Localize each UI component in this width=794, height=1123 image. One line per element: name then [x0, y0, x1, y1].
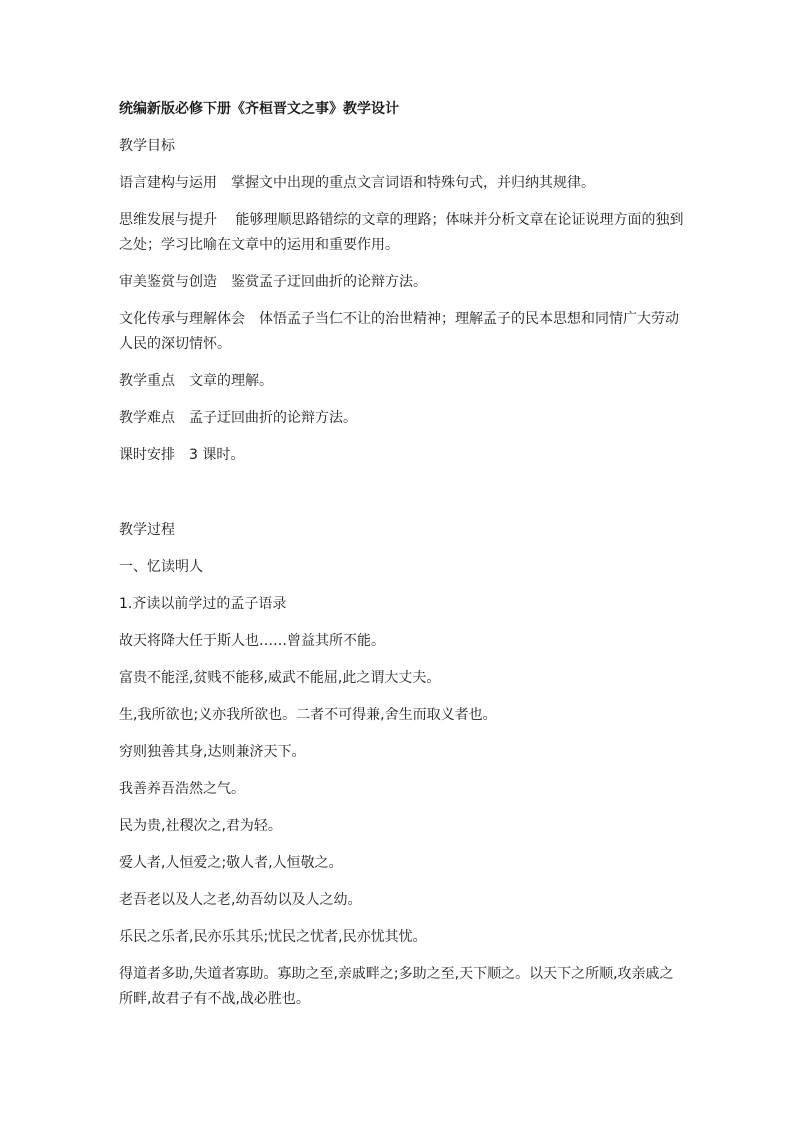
objectives-heading: 教学目标: [119, 138, 175, 154]
quote: 生,我所欲也;义亦我所欲也。二者不可得兼,舍生而取义者也。: [119, 707, 497, 723]
quote: 乐民之乐者,民亦乐其乐;忧民之忧者,民亦忧其忧。: [119, 929, 427, 945]
quote: 爱人者,人恒爱之;敬人者,人恒敬之。: [119, 855, 343, 871]
objective-thinking: 思维发展与提升 能够理顺思路错综的文章的理路；体味并分析文章在论证说理方面的独到之处；学习比喻在文章中的运用和重要作用。: [119, 212, 684, 253]
quote: 穷则独善其身,达则兼济天下。: [119, 744, 306, 760]
quote: 我善养吾浩然之气。: [119, 781, 245, 797]
difficulty: 教学难点 孟子迂回曲折的论辩方法。: [119, 410, 357, 426]
objective-aesthetic: 审美鉴赏与创造 鉴赏孟子迂回曲折的论辩方法。: [119, 274, 427, 290]
objective-language: 语言建构与运用 掌握文中出现的重点文言词语和特殊句式，并归纳其规律。: [119, 175, 595, 191]
quote: 富贵不能淫,贫贱不能移,威武不能屈,此之谓大丈夫。: [119, 670, 441, 686]
document-title: 统编新版必修下册《齐桓晋文之事》教学设计: [119, 101, 399, 117]
key-point: 教学重点 文章的理解。: [119, 373, 273, 389]
quote: 故天将降大任于斯人也……曾益其所不能。: [119, 633, 385, 649]
quote: 民为贵,社稷次之,君为轻。: [119, 818, 282, 834]
document-page: [119, 97, 684, 1024]
part-one-heading: 一、忆读明人: [119, 559, 203, 575]
process-heading: 教学过程: [119, 522, 175, 538]
quote: 老吾老以及人之老,幼吾幼以及人之幼。: [119, 892, 362, 908]
schedule: 课时安排 3 课时。: [119, 447, 245, 463]
section-gap: [119, 480, 684, 518]
objective-culture: 文化传承与理解体会 体悟孟子当仁不让的治世精神；理解孟子的民本思想和同情广大劳动人民的深切情怀。: [119, 311, 679, 352]
step-one: 1.齐读以前学过的孟子语录: [119, 596, 287, 612]
quote: 得道者多助,失道者寡助。寡助之至,亲戚畔之;多助之至,天下顺之。以天下之所顺,攻亲戚之所畔,故君子有不战,战必胜也。: [119, 966, 674, 1007]
